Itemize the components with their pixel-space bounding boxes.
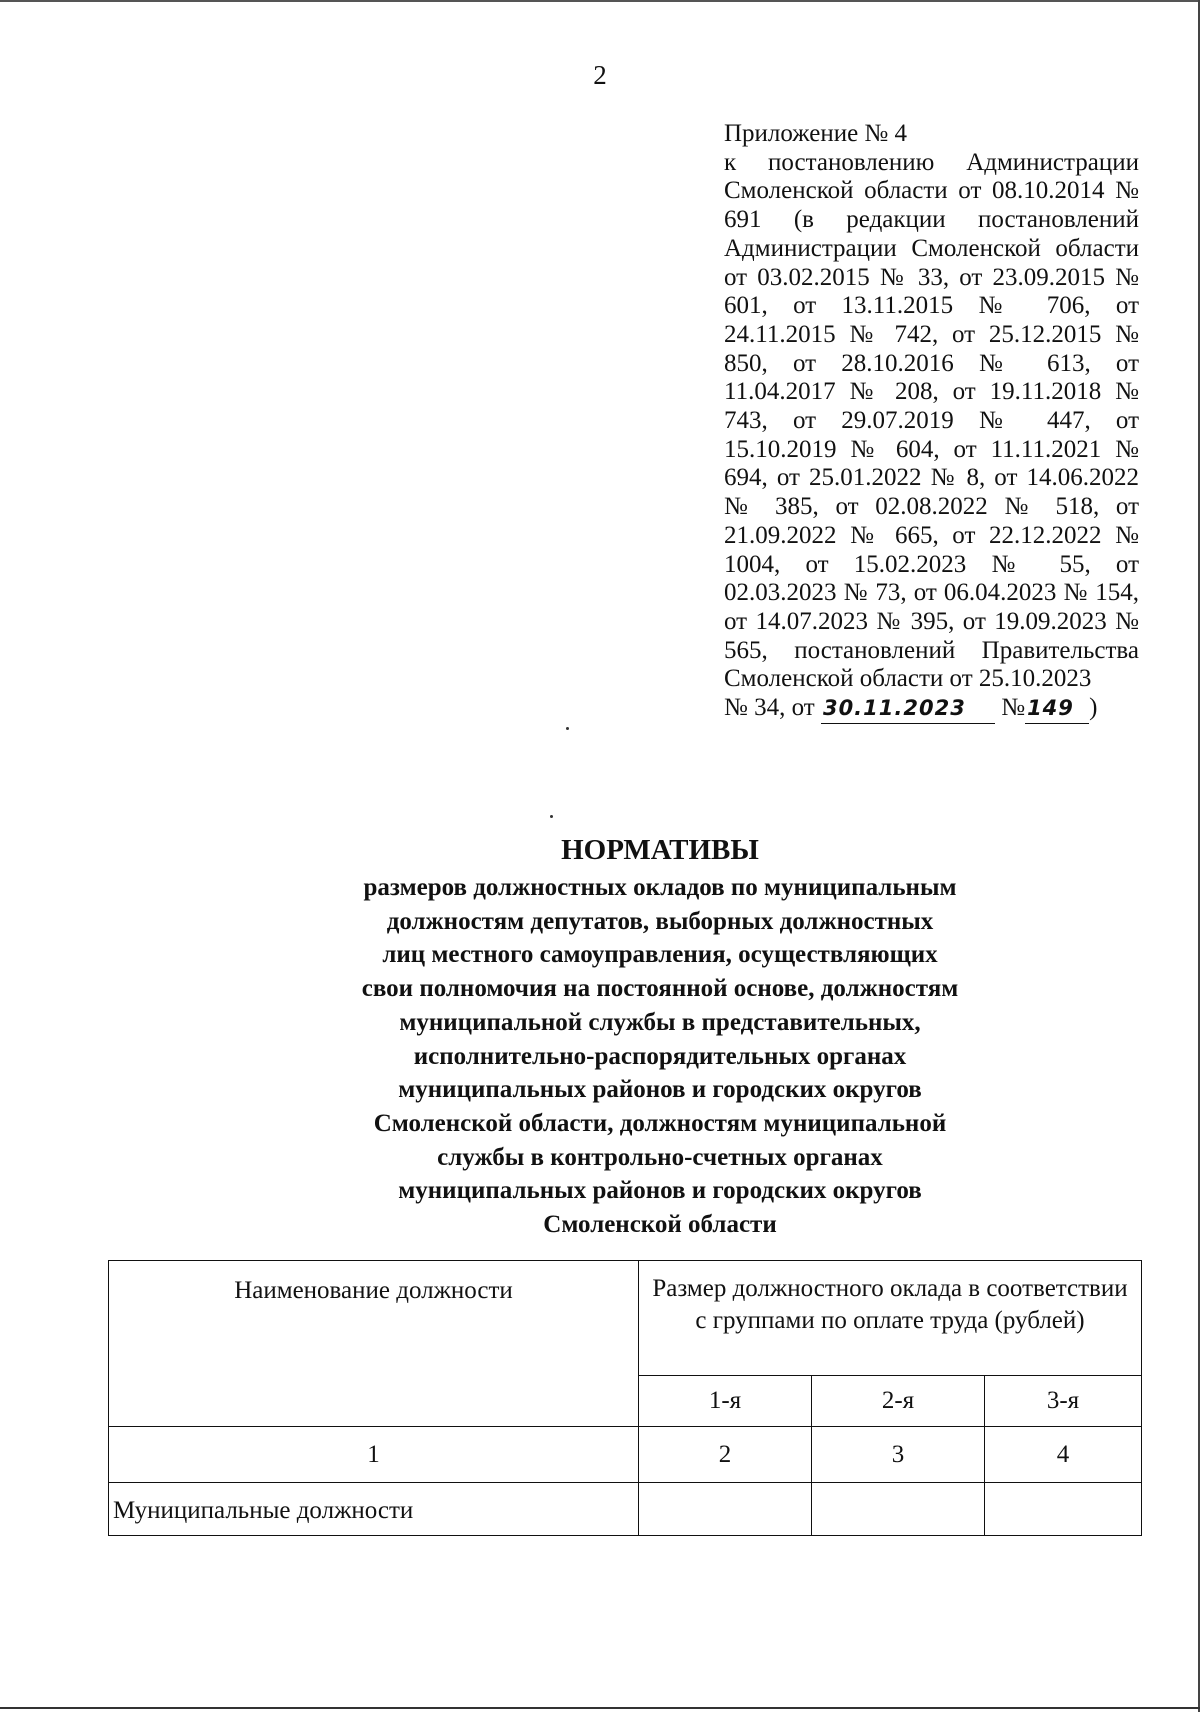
column-number: 3 <box>812 1427 985 1483</box>
header-group-2: 2-я <box>812 1376 985 1427</box>
column-number: 1 <box>109 1427 639 1483</box>
document-heading <box>270 830 1050 1242</box>
heading-subtitle-line: муниципальных районов и городских округов <box>398 1177 922 1205</box>
header-group-3: 3-я <box>985 1376 1142 1427</box>
table-column-number-row <box>109 1427 1142 1483</box>
row-group-3-value <box>985 1483 1142 1536</box>
page-number: 2 <box>593 60 607 90</box>
heading-subtitle-line: размеров должностных окладов по муниципальным <box>363 874 957 901</box>
table-row <box>109 1483 1142 1536</box>
scan-edge-top <box>0 0 1200 2</box>
heading-subtitle-line: муниципальной службы в представительных, <box>399 1008 921 1036</box>
annex-title: Приложение № 4 <box>724 120 908 147</box>
number-sign: № <box>1001 694 1026 722</box>
column-number: 2 <box>639 1427 812 1483</box>
salary-norms-table <box>108 1260 1142 1536</box>
annex-last-prefix: № 34, от <box>724 694 815 722</box>
handwritten-date: 30.11.2023 <box>821 694 995 724</box>
header-salary-size: Размер должностного оклада в соответствии с группами по оплате труда (рублей) <box>639 1261 1142 1376</box>
heading-subtitle-line: Смоленской области <box>543 1211 777 1239</box>
row-group-2-value <box>812 1483 985 1536</box>
header-position-name: Наименование должности <box>109 1261 639 1427</box>
heading-subtitle-line: службы в контрольно-счетных органах <box>437 1143 883 1171</box>
heading-subtitle-line: исполнительно-распорядительных органах <box>413 1042 907 1070</box>
annex-closing: ) <box>1089 694 1098 722</box>
heading-title: НОРМАТИВЫ <box>561 834 759 866</box>
heading-subtitle-line: свои полномочия на постоянной основе, должностям <box>361 975 959 1003</box>
heading-subtitle-line: Смоленской области, должностям муниципальной <box>373 1109 947 1137</box>
annex-signature-line <box>724 694 1139 724</box>
heading-subtitle <box>270 871 1050 1242</box>
heading-subtitle-line: муниципальных районов и городских округов <box>398 1076 922 1104</box>
row-group-1-value <box>639 1483 812 1536</box>
heading-subtitle-line: лиц местного самоуправления, осуществляющих <box>382 941 938 969</box>
scan-speck <box>566 727 569 730</box>
annex-body: к постановлению Администрации Смоленской области от 08.10.2014 № 691 (в редакции постановлений Администрации Смоленской области от 03.02.2015 № 33, от 23.09.2015 № 601, от 13.11.2015 № 706, от 24.11.2015 № 742, от 25.12.2015 № 850, от 28.10.2016 № 613, от 11.04.2017 № 208, от 19.11.2018 № 743, от 29.07.2019 № 447, от 15.10.2019 № 604, от 11.11.2021 № 694, от 25.01.2022 № 8, от 14.06.2022 № 385, от 02.08.2022 № 518, от 21.09.2022 № 665, от 22.12.2022 № 1004, от 15.02.2023 № 55, от 02.03.2023 № 73, от 06.04.2023 № 154, от 14.07.2023 № 395, от 19.09.2023 № 565, постановлений Правительства Смоленской области от 25.10.2023 <box>724 148 1139 693</box>
header-group-1: 1-я <box>639 1376 812 1427</box>
scan-speck <box>550 815 553 818</box>
column-number: 4 <box>985 1427 1142 1483</box>
heading-subtitle-line: должностям депутатов, выборных должностных <box>386 907 934 935</box>
table-header-row <box>109 1261 1142 1376</box>
scan-edge-bottom <box>0 1707 1200 1709</box>
row-position-name: Муниципальные должности <box>109 1483 639 1536</box>
annex-block <box>724 120 1139 724</box>
handwritten-number: 149 <box>1025 694 1089 724</box>
